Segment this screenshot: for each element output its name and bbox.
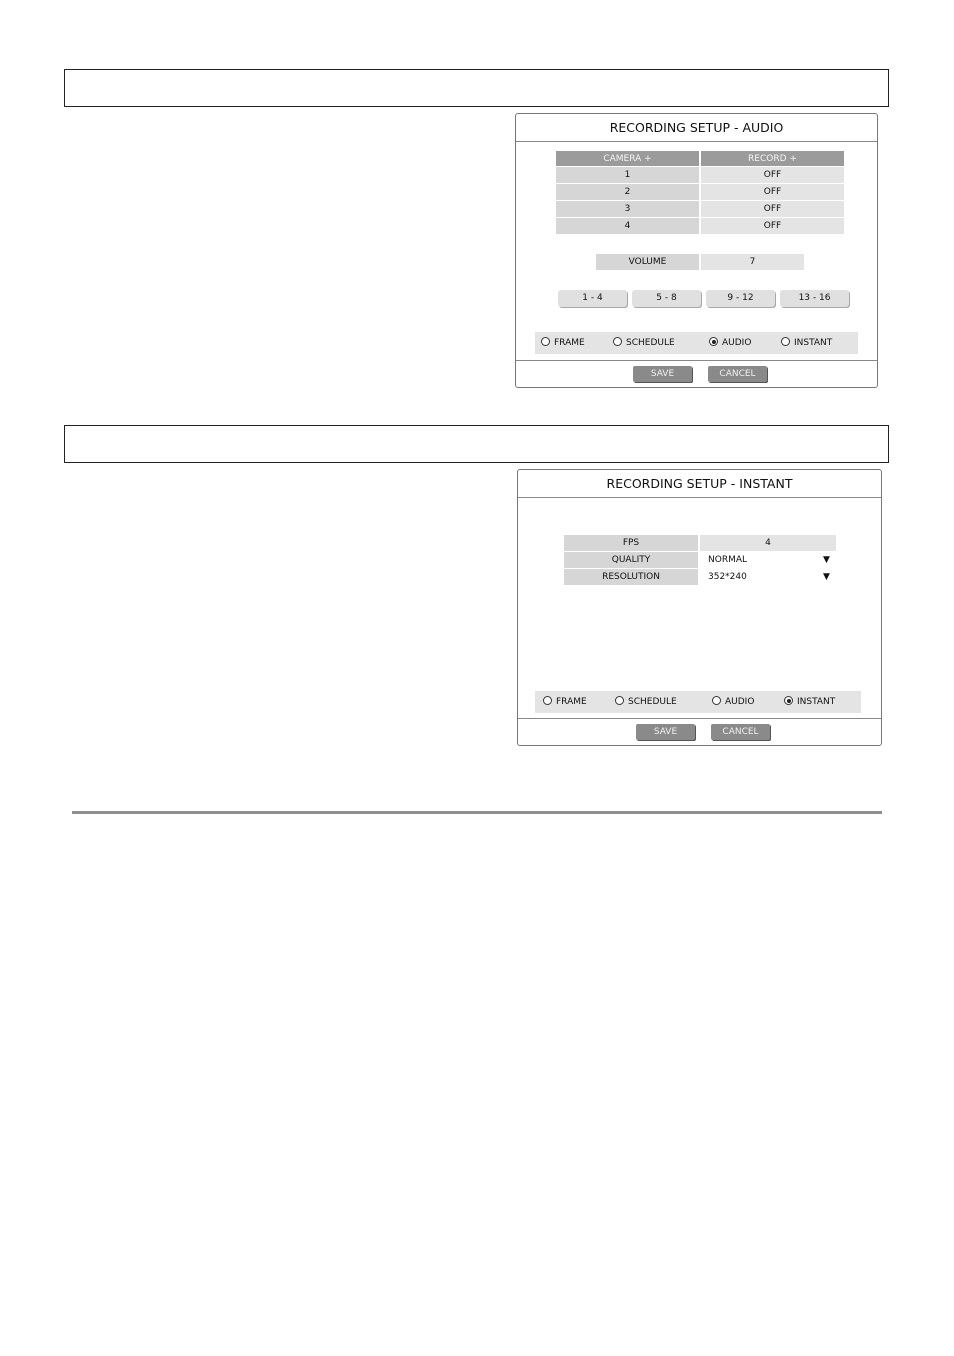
channel-tab-5-8[interactable]: 5 - 8	[632, 290, 701, 307]
mode-radio-instant[interactable]: INSTANT	[784, 691, 835, 713]
section-divider	[72, 811, 882, 814]
mode-radio-frame[interactable]: FRAME	[543, 691, 587, 713]
chevron-down-icon[interactable]: ▼	[823, 572, 830, 582]
mode-radio-audio[interactable]: AUDIO	[709, 332, 751, 354]
recording-setup-instant-panel	[517, 469, 882, 746]
panel-footer	[518, 718, 881, 745]
radio-icon	[712, 696, 721, 705]
panel-footer	[516, 360, 877, 387]
radio-icon	[781, 337, 790, 346]
channel-tab-9-12[interactable]: 9 - 12	[706, 290, 775, 307]
channel-tab-1-4[interactable]: 1 - 4	[558, 290, 627, 307]
chevron-down-icon[interactable]: ▼	[823, 555, 830, 565]
camera-cell: 2	[556, 184, 699, 201]
cancel-button[interactable]: CANCEL	[711, 724, 770, 740]
mode-selector	[535, 332, 858, 354]
record-column-header[interactable]: RECORD +	[701, 151, 844, 167]
mode-selector	[535, 691, 861, 713]
channel-tab-13-16[interactable]: 13 - 16	[780, 290, 849, 307]
radio-icon	[543, 696, 552, 705]
radio-icon	[615, 696, 624, 705]
save-button[interactable]: SAVE	[636, 724, 695, 740]
camera-column-header[interactable]: CAMERA +	[556, 151, 699, 167]
save-button[interactable]: SAVE	[633, 366, 692, 382]
radio-selected-icon	[784, 696, 793, 705]
volume-label: VOLUME	[596, 254, 699, 271]
record-cell[interactable]: OFF	[701, 184, 844, 201]
section-header-box-audio	[64, 69, 889, 107]
recording-setup-audio-panel	[515, 113, 878, 388]
resolution-label: RESOLUTION	[564, 569, 698, 586]
cancel-button[interactable]: CANCEL	[708, 366, 767, 382]
camera-cell: 4	[556, 218, 699, 235]
mode-radio-schedule[interactable]: SCHEDULE	[615, 691, 677, 713]
resolution-select[interactable]: 352*240	[700, 570, 818, 585]
mode-radio-audio[interactable]: AUDIO	[712, 691, 754, 713]
fps-label: FPS	[564, 535, 698, 552]
radio-icon	[613, 337, 622, 346]
radio-selected-icon	[709, 337, 718, 346]
mode-radio-schedule[interactable]: SCHEDULE	[613, 332, 675, 354]
quality-select[interactable]: NORMAL	[700, 553, 818, 568]
radio-icon	[541, 337, 550, 346]
mode-radio-frame[interactable]: FRAME	[541, 332, 585, 354]
panel-title: RECORDING SETUP - AUDIO	[516, 114, 877, 142]
panel-title: RECORDING SETUP - INSTANT	[518, 470, 881, 498]
volume-value[interactable]: 7	[701, 254, 804, 271]
record-cell[interactable]: OFF	[701, 218, 844, 235]
camera-cell: 3	[556, 201, 699, 218]
record-cell[interactable]: OFF	[701, 201, 844, 218]
quality-label: QUALITY	[564, 552, 698, 569]
mode-radio-instant[interactable]: INSTANT	[781, 332, 832, 354]
fps-value[interactable]: 4	[700, 535, 836, 552]
record-cell[interactable]: OFF	[701, 167, 844, 184]
camera-cell: 1	[556, 167, 699, 184]
section-header-box-instant	[64, 425, 889, 463]
